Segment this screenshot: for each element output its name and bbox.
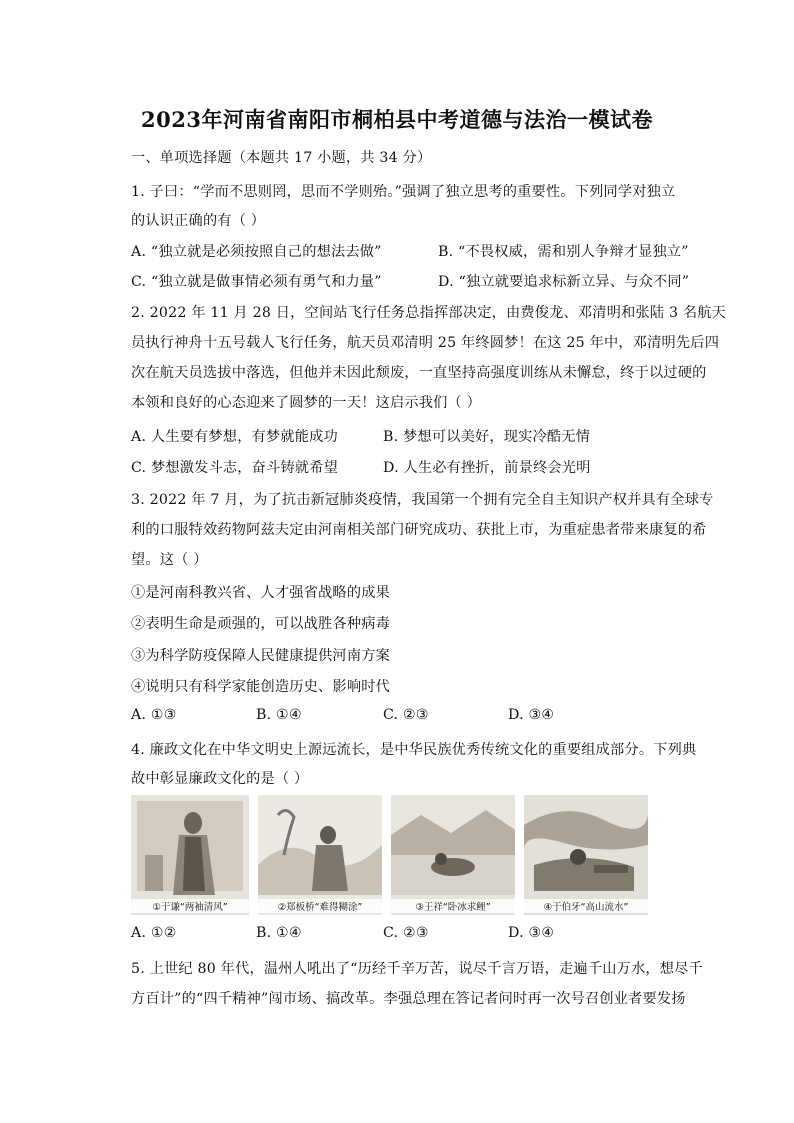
q3-statement-4: ④说明只有科学家能创造历史、影响时代 — [131, 679, 390, 695]
q2-option-c: C. 梦想激发斗志，奋斗铸就希望 — [131, 460, 339, 476]
q1-option-d: D. “独立就要追求标新立异、与众不同” — [438, 274, 690, 290]
q4-option-a: A. ①② — [131, 925, 177, 941]
q2-line-3: 次在航天员选拔中落选，但他并未因此颓废，一直坚持高强度训练从未懈怠，终于以过硬的 — [131, 365, 707, 381]
q4-image-4 — [524, 795, 648, 915]
q4-line-1: 4. 廉政文化在中华文明史上源远流长，是中华民族优秀传统文化的重要组成部分。下列典 — [131, 742, 697, 758]
q2-option-d: D. 人生必有挫折，前景终会光明 — [383, 460, 591, 476]
q4-line-2: 故中彰显廉政文化的是（ ） — [131, 771, 309, 787]
q1-option-b: B. “不畏权威，需和别人争辩才显独立” — [438, 244, 689, 260]
q4-image-2 — [258, 795, 382, 915]
q3-line-1: 3. 2022 年 7 月，为了抗击新冠肺炎疫情，我国第一个拥有完全自主知识产权并具有全球专 — [131, 492, 714, 508]
q1-option-c: C. “独立就是做事情必须有勇气和力量” — [131, 274, 382, 290]
q4-illustrations — [131, 795, 648, 915]
q2-option-b: B. 梦想可以美好，现实冷酷无情 — [383, 429, 591, 445]
q3-option-a: A. ①③ — [131, 707, 177, 723]
q1-line-2: 的认识正确的有（ ） — [131, 213, 266, 229]
q5-line-2: 方百计”的“四千精神”闯市场、搞改革。李强总理在答记者问时再一次号召创业者要发扬 — [131, 991, 686, 1007]
q4-caption-2: ②郑板桥“难得糊涂” — [258, 899, 382, 913]
q2-line-2: 员执行神舟十五号载人飞行任务，航天员邓清明 25 年终圆梦！在这 25 年中，邓清明先后四 — [131, 335, 720, 351]
q4-caption-1: ①于谦“两袖清风” — [131, 899, 249, 913]
q3-option-c: C. ②③ — [383, 707, 429, 723]
q3-option-d: D. ③④ — [508, 707, 555, 723]
q3-statement-2: ②表明生命是顽强的，可以战胜各种病毒 — [131, 616, 390, 632]
q4-image-1 — [131, 795, 249, 915]
q3-statement-1: ①是河南科教兴省、人才强省战略的成果 — [131, 585, 390, 601]
q2-line-4: 本领和良好的心态迎来了圆梦的一天！这启示我们（ ） — [131, 395, 482, 411]
q4-option-d: D. ③④ — [508, 925, 555, 941]
q1-line-1: 1. 子曰：“学而不思则罔，思而不学则殆。”强调了独立思考的重要性。下列同学对独立 — [131, 184, 676, 200]
q5-line-1: 5. 上世纪 80 年代，温州人吼出了“历经千辛万苦，说尽千言万语，走遍千山万水，想尽千 — [131, 961, 703, 977]
q4-caption-4: ④于伯牙“高山流水” — [524, 899, 648, 913]
q4-caption-3: ③王祥“卧冰求鲤” — [391, 899, 515, 913]
q3-option-b: B. ①④ — [256, 707, 302, 723]
q3-line-3: 望。这（ ） — [131, 552, 208, 568]
q4-image-3 — [391, 795, 515, 915]
q1-option-a: A. “独立就是必须按照自己的想法去做” — [131, 244, 382, 260]
q2-line-1: 2. 2022 年 11 月 28 日，空间站飞行任务总指挥部决定，由费俊龙、邓清明和张陆 3 名航天 — [131, 305, 727, 321]
q2-option-a: A. 人生要有梦想，有梦就能成功 — [131, 429, 338, 445]
q3-line-2: 利的口服特效药物阿兹夫定由河南相关部门研究成功、获批上市，为重症患者带来康复的希 — [131, 522, 707, 538]
q3-statement-3: ③为科学防疫保障人民健康提供河南方案 — [131, 648, 390, 664]
exam-title: 2023年河南省南阳市桐柏县中考道德与法治一模试卷 — [141, 107, 653, 132]
section-heading: 一、单项选择题（本题共 17 小题，共 34 分） — [131, 150, 432, 166]
q4-option-c: C. ②③ — [383, 925, 429, 941]
q4-option-b: B. ①④ — [256, 925, 302, 941]
